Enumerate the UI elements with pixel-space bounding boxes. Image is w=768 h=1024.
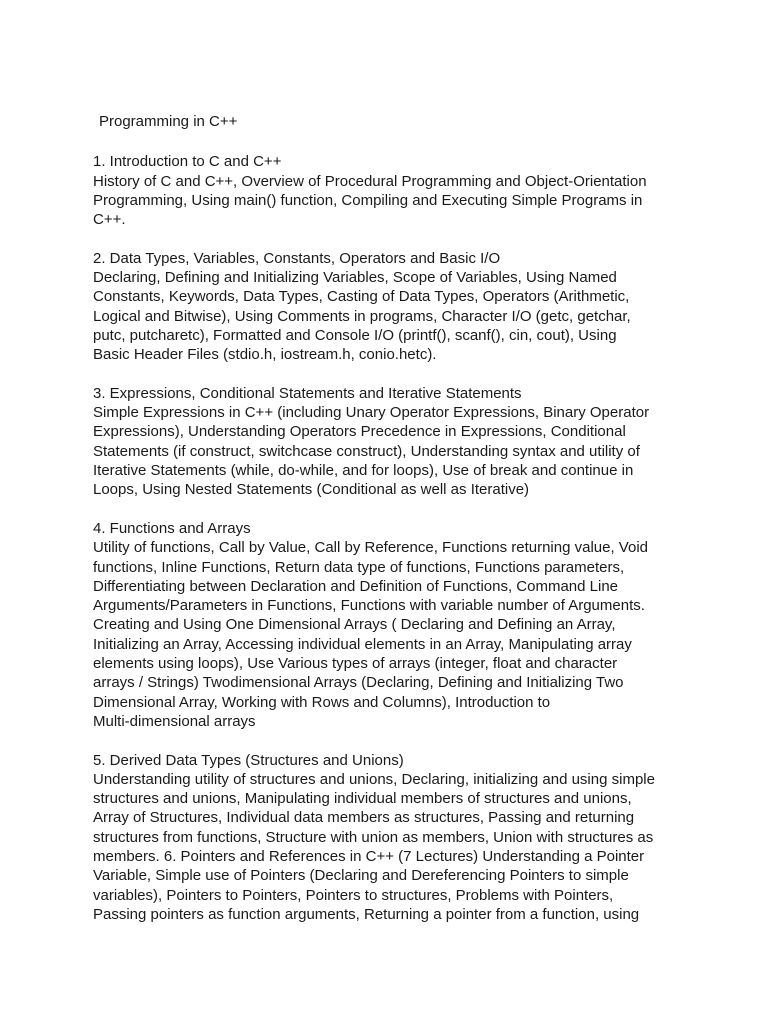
section-body: History of C and C++, Overview of Procedural Programming and Object-Orientation Programming, Using main() function, Compiling and Executing Simple Programs in C++. (93, 172, 647, 229)
section-data-types (93, 249, 683, 365)
section-introduction (93, 152, 683, 229)
section-heading: 3. Expressions, Conditional Statements and Iterative Statements (93, 384, 522, 402)
section-body: Simple Expressions in C++ (including Unary Operator Expressions, Binary Operator Expressions), Understanding Operators Precedence in Expressions, Conditional Statements (if construct, switchcase construct), Understanding syntax and utility of Iterative Statements (while, do-while, and for loops), Use of break and continue in Loops, Using Nested Statements (Conditional as well as Iterative) (93, 404, 650, 499)
section-body: Declaring, Defining and Initializing Variables, Scope of Variables, Using Named Constants, Keywords, Data Types, Casting of Data Types, Operators (Arithmetic, Logical and Bitwise), Using Comments in programs, Character I/O (getc, getchar, putc, putcharetc), Formatted and Console I/O (printf(), scanf(), cin, cout), Using Basic Header Files (stdio.h, iostream.h, conio.hetc). (93, 269, 631, 364)
section-heading: 1. Introduction to C and C++ (93, 153, 282, 171)
section-functions-arrays (93, 519, 683, 731)
document-title: Programming in C++ (99, 113, 238, 130)
section-heading: 4. Functions and Arrays (93, 519, 251, 537)
section-heading: 2. Data Types, Variables, Constants, Operators and Basic I/O (93, 249, 501, 267)
section-body: Utility of functions, Call by Value, Call by Reference, Functions returning value, Void functions, Inline Functions, Return data type of functions, Functions parameters, Differentiating between Declaration and Definition of Functions, Command Line Arguments/Parameters in Functions, Functions with variable number of Arguments. Creating and Using One Dimensional Arrays ( Declaring and Defining an Array, Initializing an Array, Accessing individual elements in an Array, Manipulating array elements using loops), Use Various types of arrays (integer, float and character arrays / Strings) Twodimensional Arrays (Declaring, Defining and Initializing Two Dimensional Array, Working with Rows and Columns), Introduction to Multi-dimensional arrays (93, 539, 648, 730)
section-derived-types (93, 751, 683, 925)
section-expressions (93, 384, 683, 500)
section-body: Understanding utility of structures and unions, Declaring, initializing and using simple structures and unions, Manipulating individual members of structures and unions, Array of Structures, Individual data members as structures, Passing and returning structures from functions, Structure with union as members, Union with structures as members. 6. Pointers and References in C++ (7 Lectures) Understanding a Pointer Variable, Simple use of Pointers (Declaring and Dereferencing Pointers to simple variables), Pointers to Pointers, Pointers to structures, Problems with Pointers, Passing pointers as function arguments, Returning a pointer from a function, using (93, 770, 655, 923)
section-heading: 5. Derived Data Types (Structures and Unions) (93, 751, 404, 769)
